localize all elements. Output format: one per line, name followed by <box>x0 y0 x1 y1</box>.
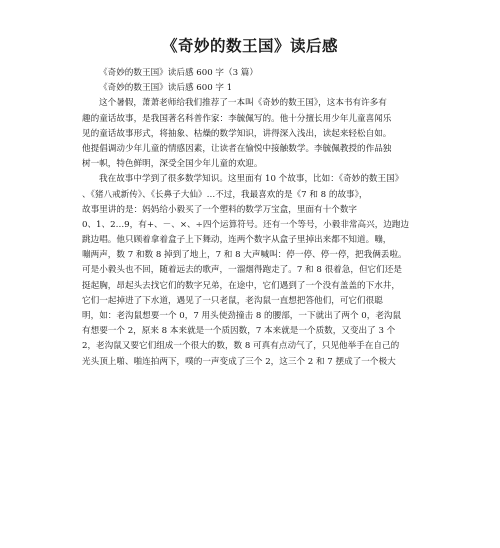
document-body <box>82 66 418 370</box>
subhead-1: 《奇妙的数王国》读后感 600 字（3 篇） <box>99 68 258 78</box>
paragraph-line: 2，老沟鼠又要它们组成一个很大的数，数 8 可真有点动气了，只见他举手在自己的 <box>82 341 400 352</box>
paragraph-line: 挺起胸，昂起头去找它们的数字兄弟，在途中，它们遇到了一个没有盖盖的下水井， <box>82 280 400 291</box>
paragraph-line: 见的童话故事形式，将抽象、枯燥的数学知识，讲得深入浅出，读起来轻松自如。 <box>82 128 392 139</box>
paragraph-line: 趣的童话故事，是我国著名科普作家：李毓佩写的。他十分擅长用少年儿童喜闻乐 <box>82 113 392 124</box>
paragraph-line: 故事里讲的是：妈妈给小毅买了一个塑料的数学万宝盒，里面有十个数字 <box>82 204 358 215</box>
paragraph-line: 、《猪八戒新传》、《长鼻子大仙》…不过，我最喜欢的是《7 和 8 的故事》， <box>82 189 368 200</box>
paragraph-line: 明，如：老沟鼠想要一个 0，7 用头使劲撞击 8 的腰部，一下就出了两个 0，老沟鼠 <box>82 311 402 321</box>
paragraph-line: 他提倡调动少年儿童的情感因素，让读者在愉悦中接触数学。李毓佩教授的作品独 <box>82 143 392 154</box>
paragraph-line: 0、1、2…9，有+、－、×、÷四个运算符号。还有一个等号，小毅非常高兴，边跑边 <box>82 219 410 230</box>
paragraph-line: 可是小毅头也不回，随着远去的歌声，一溜烟得跑走了。7 和 8 很着急，但它们还是 <box>82 265 402 276</box>
page-title: 《奇妙的数王国》读后感 <box>161 37 338 55</box>
paragraph-line: 树一帜，特色鲜明，深受全国少年儿童的欢迎。 <box>82 159 263 170</box>
paragraph-line: 跳边唱。他只顾着拿着盒子上下舞动，连两个数字从盒子里掉出来都不知道。嘣， <box>82 235 392 246</box>
paragraph-line: 这个暑假，萧萧老师给我们推荐了一本叫《奇妙的数王国》，这本书有许多有 <box>99 98 387 109</box>
paragraph-line: 它们一起掉进了下水道，遇见了一只老鼠，老沟鼠一直想把答他们，可它们很聪 <box>82 295 383 306</box>
paragraph-line: 嘣两声，数 7 和数 8 掉到了地上，7 和 8 大声喊叫：停一停、停一停，把我俩丢啦。 <box>82 250 407 261</box>
paragraph-line: 我在故事中学到了很多数学知识。这里面有 10 个故事，比如：《奇妙的数王国》 <box>99 174 404 185</box>
paragraph-line: 光头顶上啪、啪连拍两下，噗的一声变成了三个 2，这三个 2 和 7 摆成了一个极大 <box>82 356 396 367</box>
subhead-2: 《奇妙的数王国》读后感 600 字 1 <box>99 83 233 94</box>
paragraph-line: 有想要一个 2，原来 8 本来就是一个质因数，7 本来就是一个质数，又变出了 3 个 <box>82 326 396 337</box>
